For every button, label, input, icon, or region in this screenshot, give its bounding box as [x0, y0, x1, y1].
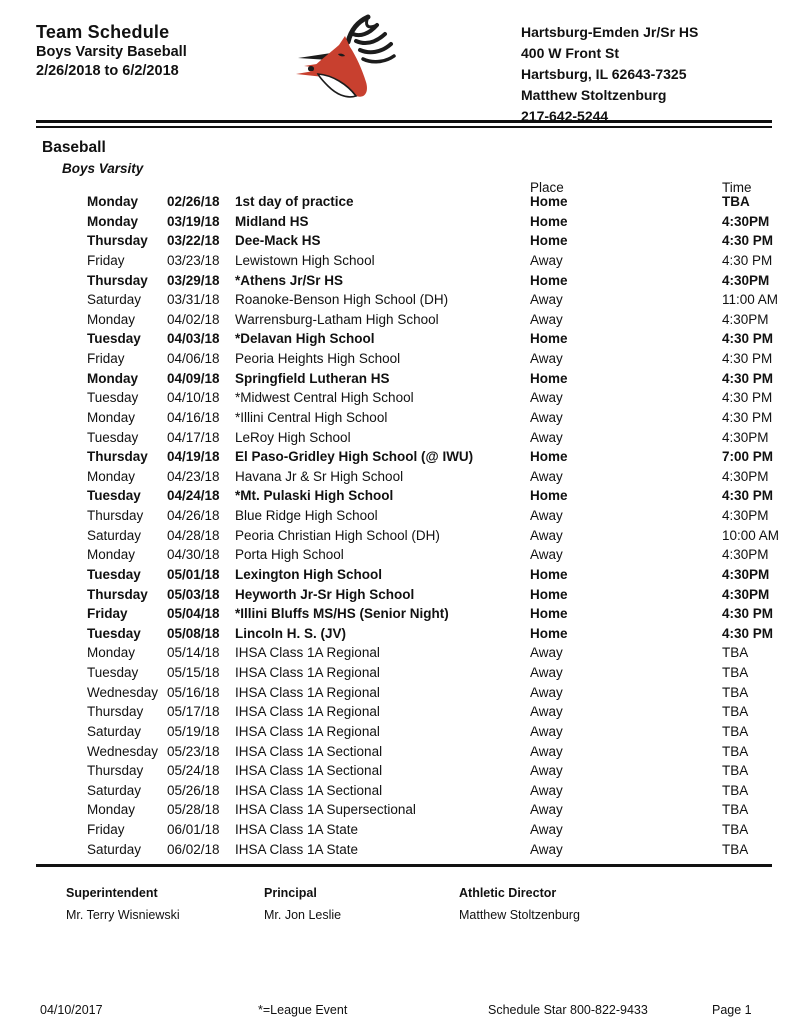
cell-time: 4:30PM: [722, 468, 769, 484]
footer-print-date: 04/10/2017: [40, 1003, 103, 1017]
cell-event: Peoria Christian High School (DH): [235, 527, 440, 543]
table-row: [0, 783, 800, 803]
cell-event: Roanoke-Benson High School (DH): [235, 292, 449, 308]
cell-place: Away: [530, 665, 563, 680]
cell-date: 04/28/18: [167, 527, 220, 543]
cell-date: 04/30/18: [167, 547, 220, 563]
cell-day: Saturday: [87, 527, 142, 543]
cell-time: 4:30 PM: [722, 488, 774, 504]
cell-time: TBA: [722, 841, 749, 857]
table-row: [0, 331, 800, 351]
table-row: [0, 508, 800, 528]
cell-date: 03/23/18: [167, 252, 220, 268]
cell-event: 1st day of practice: [235, 194, 354, 209]
cell-date: 05/08/18: [167, 625, 220, 641]
cell-day: Tuesday: [87, 488, 141, 504]
cell-place: Home: [530, 213, 568, 229]
cell-day: Friday: [87, 252, 125, 268]
school-street: 400 W Front St: [521, 45, 620, 61]
cell-event: *Athens Jr/Sr HS: [235, 272, 344, 288]
cell-date: 04/06/18: [167, 351, 220, 366]
cell-day: Monday: [87, 645, 136, 661]
cell-event: *Midwest Central High School: [235, 390, 414, 406]
cell-day: Monday: [87, 409, 136, 425]
cell-time: 4:30 PM: [722, 351, 773, 366]
cell-day: Thursday: [87, 272, 148, 288]
cell-date: 05/17/18: [167, 704, 220, 720]
cell-place: Home: [530, 233, 568, 249]
cell-place: Away: [530, 704, 563, 720]
cell-date: 04/26/18: [167, 508, 220, 523]
cell-date: 03/29/18: [167, 272, 220, 288]
sport-heading: Baseball: [42, 139, 106, 156]
cell-date: 04/02/18: [167, 311, 220, 327]
table-row: [0, 626, 800, 646]
cell-day: Friday: [87, 351, 125, 366]
cell-time: 4:30 PM: [722, 625, 774, 641]
cell-time: 4:30PM: [722, 272, 770, 288]
cell-date: 03/22/18: [167, 233, 220, 249]
cell-date: 03/31/18: [167, 292, 220, 308]
cell-place: Away: [530, 409, 563, 425]
table-row: [0, 430, 800, 450]
cell-event: Springfield Lutheran HS: [235, 370, 390, 386]
cell-date: 05/24/18: [167, 763, 220, 779]
cell-event: IHSA Class 1A Regional: [235, 665, 380, 680]
cell-time: TBA: [722, 822, 749, 837]
cell-place: Home: [530, 566, 568, 582]
cell-place: Away: [530, 429, 563, 445]
cell-day: Monday: [87, 468, 136, 484]
cell-date: 05/23/18: [167, 743, 220, 759]
cell-place: Home: [530, 194, 568, 209]
cell-place: Away: [530, 645, 563, 661]
cell-event: IHSA Class 1A Regional: [235, 723, 380, 739]
cell-event: Havana Jr & Sr High School: [235, 468, 404, 484]
cell-date: 05/16/18: [167, 684, 220, 700]
cell-date: 05/26/18: [167, 782, 220, 798]
official-title-principal: Principal: [264, 886, 317, 900]
schedule-header-row: [0, 180, 800, 194]
team-level-heading: Boys Varsity: [62, 161, 144, 176]
schedule-rows: [0, 194, 800, 861]
table-row: [0, 488, 800, 508]
cell-time: TBA: [722, 743, 749, 759]
cell-event: Porta High School: [235, 547, 344, 563]
table-row: [0, 528, 800, 548]
cell-day: Tuesday: [87, 566, 141, 582]
contact-name: Matthew Stoltzenburg: [521, 87, 667, 103]
cell-day: Saturday: [87, 782, 142, 798]
page-title: Team Schedule: [36, 22, 170, 42]
cell-date: 03/19/18: [167, 213, 220, 229]
cell-event: *Illini Bluffs MS/HS (Senior Night): [235, 606, 449, 622]
cell-event: *Illini Central High School: [235, 409, 388, 425]
cell-place: Home: [530, 370, 568, 386]
table-row: [0, 645, 800, 665]
official-title-athletic-director: Athletic Director: [459, 886, 557, 900]
cell-date: 05/15/18: [167, 665, 220, 680]
table-row: [0, 194, 800, 214]
cell-date: 05/19/18: [167, 723, 220, 739]
cell-place: Away: [530, 763, 563, 779]
cell-time: 7:00 PM: [722, 449, 774, 465]
table-row: [0, 410, 800, 430]
cell-event: IHSA Class 1A Regional: [235, 704, 380, 720]
cell-place: Away: [530, 802, 563, 818]
cell-time: 4:30PM: [722, 566, 770, 582]
table-row: [0, 567, 800, 587]
table-row: [0, 469, 800, 489]
cell-day: Wednesday: [87, 743, 159, 759]
column-header-time: Time: [722, 180, 752, 195]
table-row: [0, 685, 800, 705]
cell-place: Away: [530, 468, 563, 484]
table-row: [0, 371, 800, 391]
cell-date: 04/19/18: [167, 449, 220, 465]
cell-time: TBA: [722, 194, 750, 209]
cell-day: Tuesday: [87, 390, 139, 406]
cell-day: Thursday: [87, 763, 144, 779]
table-row: [0, 822, 800, 842]
cell-place: Away: [530, 351, 563, 366]
table-row: [0, 449, 800, 469]
cell-date: 04/09/18: [167, 370, 220, 386]
table-row: [0, 665, 800, 685]
cell-place: Home: [530, 331, 568, 347]
contact-phone: 217-642-5244: [521, 108, 609, 124]
cell-time: 4:30 PM: [722, 390, 773, 406]
official-name-athletic-director: Matthew Stoltzenburg: [459, 908, 580, 922]
cell-event: Heyworth Jr-Sr High School: [235, 586, 415, 602]
cell-place: Away: [530, 822, 563, 837]
cell-event: IHSA Class 1A Sectional: [235, 782, 383, 798]
cell-event: Warrensburg-Latham High School: [235, 311, 439, 327]
cell-date: 06/02/18: [167, 841, 220, 857]
school-city-state-zip: Hartsburg, IL 62643-7325: [521, 66, 687, 82]
cell-time: 4:30PM: [722, 547, 769, 563]
cell-place: Away: [530, 841, 563, 857]
official-name-principal: Mr. Jon Leslie: [264, 908, 342, 922]
cell-time: 4:30 PM: [722, 370, 774, 386]
cell-time: 4:30 PM: [722, 233, 774, 249]
table-row: [0, 606, 800, 626]
cell-event: Peoria Heights High School: [235, 351, 401, 366]
table-row: [0, 704, 800, 724]
cell-time: TBA: [722, 704, 749, 720]
cell-day: Tuesday: [87, 331, 141, 347]
cell-place: Away: [530, 743, 563, 759]
cell-place: Home: [530, 625, 568, 641]
cell-date: 04/24/18: [167, 488, 220, 504]
table-row: [0, 292, 800, 312]
cell-event: *Mt. Pulaski High School: [235, 488, 394, 504]
cell-event: Lexington High School: [235, 566, 382, 582]
table-row: [0, 214, 800, 234]
cell-date: 06/01/18: [167, 822, 220, 837]
cell-place: Home: [530, 488, 568, 504]
table-row: [0, 351, 800, 371]
cell-time: TBA: [722, 782, 749, 798]
table-row: [0, 233, 800, 253]
cell-place: Home: [530, 272, 568, 288]
cell-date: 05/28/18: [167, 802, 220, 818]
cell-day: Tuesday: [87, 429, 139, 445]
cell-time: TBA: [722, 763, 749, 779]
cell-event: IHSA Class 1A State: [235, 822, 359, 837]
cell-day: Wednesday: [87, 684, 159, 700]
cell-place: Away: [530, 252, 563, 268]
cell-day: Friday: [87, 822, 125, 837]
cell-event: IHSA Class 1A Regional: [235, 645, 380, 661]
cell-event: Lewistown High School: [235, 252, 375, 268]
table-row: [0, 763, 800, 783]
cell-time: 4:30 PM: [722, 409, 773, 425]
table-row: [0, 802, 800, 822]
cell-event: IHSA Class 1A Sectional: [235, 743, 383, 759]
table-row: [0, 724, 800, 744]
cell-day: Thursday: [87, 586, 148, 602]
table-row: [0, 390, 800, 410]
table-row: [0, 312, 800, 332]
cell-day: Monday: [87, 547, 136, 563]
cell-place: Home: [530, 606, 568, 622]
cell-time: 4:30 PM: [722, 252, 773, 268]
cell-event: Dee-Mack HS: [235, 233, 321, 249]
cell-date: 04/17/18: [167, 429, 220, 445]
cell-date: 04/16/18: [167, 409, 220, 425]
table-row: [0, 744, 800, 764]
footer-league-legend: *=League Event: [258, 1003, 348, 1017]
cell-day: Thursday: [87, 704, 144, 720]
cell-date: 04/23/18: [167, 468, 220, 484]
cell-day: Thursday: [87, 233, 148, 249]
cell-day: Monday: [87, 802, 136, 818]
cell-place: Away: [530, 390, 563, 406]
cell-event: Blue Ridge High School: [235, 508, 378, 523]
cell-day: Thursday: [87, 508, 144, 523]
cell-place: Away: [530, 292, 563, 308]
cell-place: Away: [530, 723, 563, 739]
header-divider: [36, 120, 772, 128]
cell-place: Home: [530, 449, 568, 465]
cell-day: Saturday: [87, 292, 142, 308]
school-name: Hartsburg-Emden Jr/Sr HS: [521, 24, 699, 40]
cell-place: Away: [530, 527, 563, 543]
cell-time: TBA: [722, 665, 749, 680]
table-row: [0, 547, 800, 567]
cell-event: LeRoy High School: [235, 429, 351, 445]
table-bottom-divider: [36, 864, 772, 867]
cell-place: Away: [530, 684, 563, 700]
cell-event: IHSA Class 1A Sectional: [235, 763, 383, 779]
cell-event: *Delavan High School: [235, 331, 375, 347]
team-subtitle: Boys Varsity Baseball: [36, 44, 187, 60]
table-row: [0, 587, 800, 607]
cell-date: 05/03/18: [167, 586, 220, 602]
cell-event: El Paso-Gridley High School (@ IWU): [235, 449, 474, 465]
organization-block: [521, 22, 698, 127]
cell-place: Away: [530, 508, 563, 523]
cell-time: 4:30PM: [722, 429, 769, 445]
cell-time: TBA: [722, 645, 749, 661]
cell-day: Monday: [87, 370, 139, 386]
cell-day: Monday: [87, 213, 139, 229]
cell-time: 4:30PM: [722, 508, 769, 523]
table-row: [0, 253, 800, 273]
cell-time: TBA: [722, 723, 749, 739]
cell-time: 4:30 PM: [722, 331, 774, 347]
stag-mascot-logo-icon: [296, 12, 406, 104]
cell-date: 05/04/18: [167, 606, 220, 622]
cell-day: Friday: [87, 606, 128, 622]
cell-place: Home: [530, 586, 568, 602]
cell-date: 05/14/18: [167, 645, 220, 661]
cell-event: Midland HS: [235, 213, 309, 229]
cell-event: IHSA Class 1A Regional: [235, 684, 380, 700]
cell-time: TBA: [722, 802, 749, 818]
cell-time: 4:30PM: [722, 311, 769, 327]
cell-time: 10:00 AM: [722, 527, 780, 543]
cell-day: Thursday: [87, 449, 148, 465]
cell-day: Monday: [87, 311, 136, 327]
cell-place: Away: [530, 547, 563, 563]
cell-time: 11:00 AM: [722, 292, 779, 308]
cell-day: Saturday: [87, 723, 142, 739]
official-title-superintendent: Superintendent: [66, 886, 158, 900]
cell-date: 02/26/18: [167, 194, 220, 209]
cell-event: Lincoln H. S. (JV): [235, 625, 347, 641]
cell-time: 4:30PM: [722, 213, 770, 229]
cell-time: 4:30PM: [722, 586, 770, 602]
date-range: 2/26/2018 to 6/2/2018: [36, 63, 179, 79]
cell-date: 05/01/18: [167, 566, 220, 582]
cell-day: Tuesday: [87, 665, 139, 680]
footer-vendor: Schedule Star 800-822-9433: [488, 1003, 648, 1017]
cell-day: Saturday: [87, 841, 142, 857]
cell-day: Monday: [87, 194, 139, 209]
cell-place: Away: [530, 311, 563, 327]
cell-time: 4:30 PM: [722, 606, 774, 622]
official-name-superintendent: Mr. Terry Wisniewski: [66, 908, 180, 922]
cell-event: IHSA Class 1A Supersectional: [235, 802, 416, 818]
cell-place: Away: [530, 782, 563, 798]
table-row: [0, 273, 800, 293]
cell-day: Tuesday: [87, 625, 141, 641]
footer-page-number: Page 1: [712, 1003, 752, 1017]
cell-time: TBA: [722, 684, 749, 700]
column-header-place: Place: [530, 180, 564, 195]
cell-event: IHSA Class 1A State: [235, 841, 359, 857]
cell-date: 04/10/18: [167, 390, 220, 406]
cell-date: 04/03/18: [167, 331, 220, 347]
table-row: [0, 842, 800, 862]
